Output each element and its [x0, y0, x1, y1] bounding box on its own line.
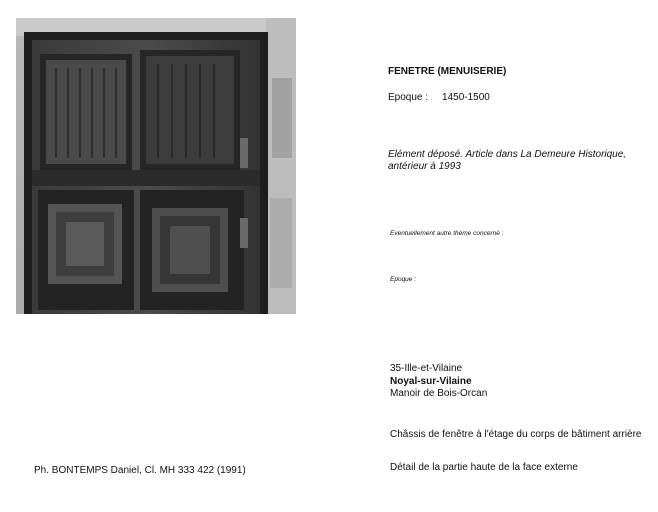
- commune: Noyal-sur-Vilaine: [390, 376, 472, 387]
- other-theme-label: Eventuellement autre thème concerné :: [390, 230, 504, 237]
- photograph-window-frame: [16, 18, 296, 314]
- caption-1: Châssis de fenêtre à l'étage du corps de bâtiment arrière: [390, 429, 642, 440]
- record-title: FENETRE (MENUISERIE): [388, 66, 507, 77]
- description-line-2: antérieur à 1993: [388, 161, 461, 172]
- epoque-label: Epoque :: [388, 92, 429, 103]
- description: [388, 149, 626, 173]
- epoque-row: [388, 92, 490, 103]
- description-line-1: Elément déposé. Article dans La Demeure Historique,: [388, 149, 627, 160]
- photo-credit: Ph. BONTEMPS Daniel, Cl. MH 333 422 (1991): [34, 465, 246, 476]
- caption-2: Détail de la partie haute de la face externe: [390, 462, 578, 473]
- department: 35-Ille-et-Vilaine: [390, 363, 463, 374]
- epoque-value: 1450-1500: [442, 92, 490, 103]
- epoque-2-label: Epoque :: [390, 276, 417, 283]
- lieu: Manoir de Bois-Orcan: [390, 388, 488, 399]
